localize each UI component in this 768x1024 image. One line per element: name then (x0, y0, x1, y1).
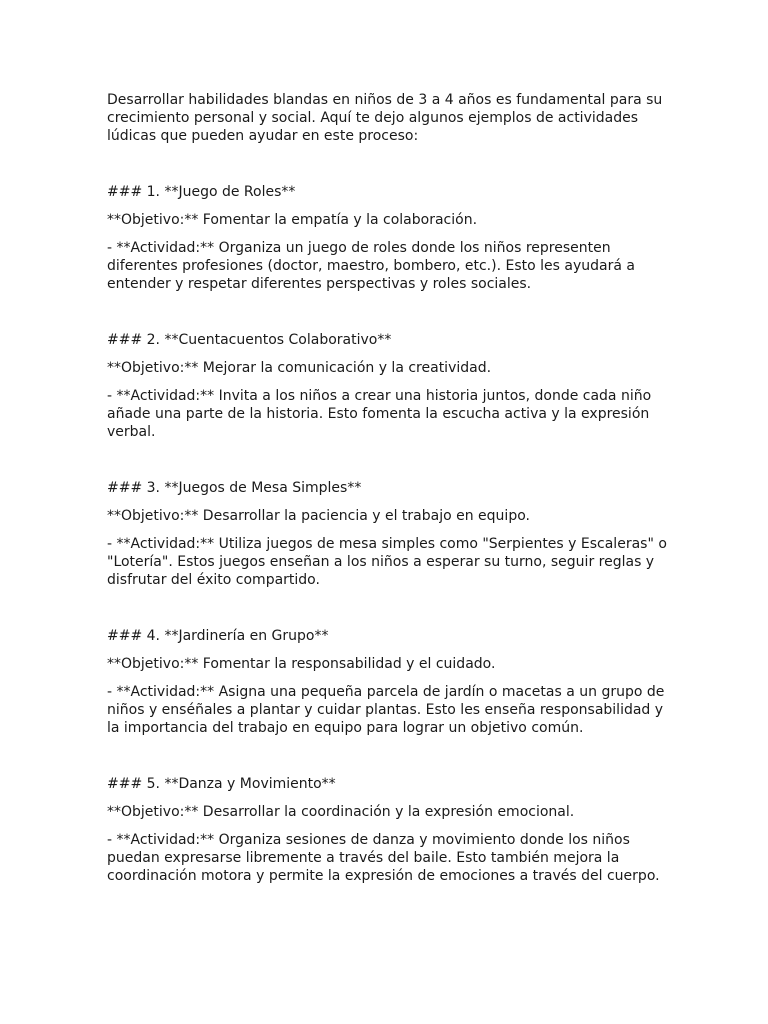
section-objective: **Objetivo:** Fomentar la responsabilidad y el cuidado. (107, 656, 496, 672)
section-activity: - **Actividad:** Organiza sesiones de danza y movimiento donde los niños puedan expresarse libremente a través del baile. Esto también mejora la coordinación motora y permite la expresión de emociones a través del cuerpo. (107, 832, 660, 884)
section-objective: **Objetivo:** Desarrollar la paciencia y el trabajo en equipo. (107, 508, 530, 524)
section-activity: - **Actividad:** Organiza un juego de roles donde los niños representen diferentes profesiones (doctor, maestro, bombero, etc.). Esto les ayudará a entender y respetar diferentes perspectivas y roles sociales. (107, 240, 635, 292)
section-activity: - **Actividad:** Invita a los niños a crear una historia juntos, donde cada niño añade una parte de la historia. Esto fomenta la escucha activa y la expresión verbal. (107, 388, 652, 440)
section-danza (107, 775, 668, 885)
section-heading: ### 2. **Cuentacuentos Colaborativo** (107, 332, 392, 348)
section-heading: ### 3. **Juegos de Mesa Simples** (107, 480, 362, 496)
section-heading: ### 5. **Danza y Movimiento** (107, 776, 336, 792)
section-juegos-de-mesa (107, 479, 668, 589)
intro-paragraph: Desarrollar habilidades blandas en niños de 3 a 4 años es fundamental para su crecimiento personal y social. Aquí te dejo algunos ejemplos de actividades lúdicas que pueden ayudar en este proceso: (107, 92, 663, 144)
section-activity: - **Actividad:** Utiliza juegos de mesa simples como "Serpientes y Escaleras" o "Lotería". Estos juegos enseñan a los niños a esperar su turno, seguir reglas y disfrutar del éxito compartido. (107, 536, 667, 588)
section-heading: ### 4. **Jardinería en Grupo** (107, 628, 329, 644)
section-objective: **Objetivo:** Desarrollar la coordinación y la expresión emocional. (107, 804, 575, 820)
section-juego-de-roles (107, 183, 668, 293)
section-cuentacuentos (107, 331, 668, 441)
section-objective: **Objetivo:** Fomentar la empatía y la colaboración. (107, 212, 478, 228)
section-objective: **Objetivo:** Mejorar la comunicación y la creatividad. (107, 360, 492, 376)
section-heading: ### 1. **Juego de Roles** (107, 184, 296, 200)
section-activity: - **Actividad:** Asigna una pequeña parcela de jardín o macetas a un grupo de niños y enséñales a plantar y cuidar plantas. Esto les enseña responsabilidad y la importancia del trabajo en equipo para lograr un objetivo común. (107, 684, 665, 736)
section-jardineria (107, 627, 668, 737)
